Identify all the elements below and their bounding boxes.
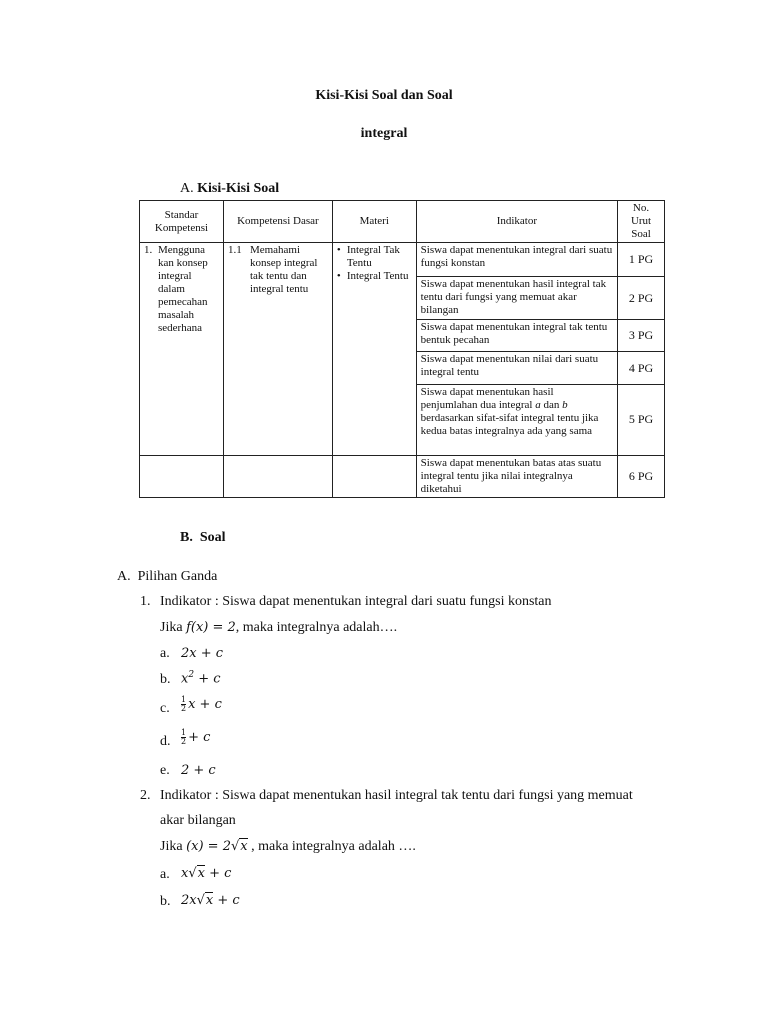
kd-number: 1.1 [227,244,242,257]
cell-kompetensi-dasar [223,243,332,456]
q1-d-fraction [181,729,186,746]
q2-indikator-line2: akar bilangan [160,813,236,828]
section-a-heading [180,181,279,197]
q2-a-tail: + c [204,866,232,881]
indikator-cell: Siswa dapat menentukan hasil integral tak tentu dari fungsi yang memuat akar bilangan [416,277,617,320]
header-standar-kompetensi: Standar Kompetensi [140,201,224,243]
q2-option-b-letter: b. [160,894,171,909]
pg-label: Pilihan Ganda [137,569,218,584]
table-row [140,455,665,497]
no-urut-cell: 6 PG [618,455,665,497]
materi-item: Integral Tentu [346,270,409,283]
cell-empty [332,455,416,497]
q1-indikator: Indikator : Siswa dapat menentukan integral dari suatu fungsi konstan [160,594,552,609]
q1-d-den: 2 [181,737,187,746]
indikator-dan: dan [543,398,560,411]
q2-stem-radicand: x [240,839,248,854]
no-urut-cell: 4 PG [618,352,665,384]
variable-b: b [562,398,568,411]
q1-option-a-letter: a. [160,646,170,661]
indikator-cell: Siswa dapat menentukan integral dari suatu fungsi konstan [416,243,617,277]
header-kompetensi-dasar: Kompetensi Dasar [223,201,332,243]
q1-d-num: 1 [181,728,187,737]
section-a-letter: A. [180,181,194,196]
q1-c-fraction [181,696,186,713]
section-b-letter: B. [180,530,193,545]
pg-letter: A. [117,569,131,584]
q1-c-den: 2 [181,704,187,713]
header-materi: Materi [332,201,416,243]
variable-a: a [535,398,541,411]
q2-number: 2. [140,788,151,803]
q1-c-num: 1 [181,695,187,704]
indikator-cell: Siswa dapat menentukan nilai dari suatu integral tentu [416,352,617,384]
q2-stem-math-pre: (x) = 2√ [186,839,240,854]
q1-option-e-letter: e. [160,763,170,778]
q2-b-pre: 2x√ [181,893,205,908]
cell-materi [332,243,416,456]
cell-empty [223,455,332,497]
q1-option-e: 2 + c [181,763,216,778]
q2-a-radicand: x [197,866,205,881]
document-title: Kisi-Kisi Soal dan Soal [315,88,453,103]
kisi-kisi-table [139,200,665,498]
q1-option-b [181,670,221,686]
q1-b-base: x [181,671,189,687]
q1-option-a: 2x + c [181,646,224,661]
q1-option-d [181,729,210,746]
no-urut-cell: 1 PG [618,243,665,277]
q2-a-pre: x√ [181,866,197,881]
cell-empty [140,455,224,497]
q1-stem-math: f(x) = 2 [186,620,236,635]
materi-item: Integral Tak Tentu [346,244,400,270]
q2-stem-post: , maka integralnya adalah …. [251,839,416,854]
q2-b-radicand: x [205,893,214,908]
q2-b-tail: + c [213,893,240,908]
no-urut-cell: 2 PG [618,277,665,320]
header-no-urut-soal: No. Urut Soal [618,201,665,243]
bullet-icon: • [336,244,341,257]
section-a-label: Kisi-Kisi Soal [197,181,280,196]
q1-c-tail: x + c [188,697,222,712]
q1-stem-pre: Jika [160,620,183,635]
pilihan-ganda-heading [117,569,217,585]
indikator-text: berdasarkan sifat-sifat integral tentu jika kedua batas integralnya ada yang sama [420,411,599,437]
section-b-label: Soal [199,530,226,545]
q1-b-tail: + c [194,671,221,687]
kd-text: Memahami konsep integral tak tentu dan integral tentu [249,244,318,296]
q1-d-tail: + c [188,730,211,745]
indikator-cell [416,384,617,455]
indikator-cell: Siswa dapat menentukan integral tak tentu bentuk pecahan [416,320,617,352]
q1-number: 1. [140,594,151,609]
q1-option-b-letter: b. [160,672,171,687]
indikator-text: Siswa dapat menentukan hasil penjumlahan dua integral [420,385,554,411]
q1-option-d-letter: d. [160,734,171,749]
q2-option-b [181,893,240,908]
q1-stem [160,620,397,636]
indikator-cell: Siswa dapat menentukan batas atas suatu integral tentu jika nilai integralnya diketahui [416,455,617,497]
no-urut-cell: 5 PG [618,384,665,455]
no-urut-cell: 3 PG [618,320,665,352]
cell-standar-kompetensi [140,243,224,456]
q2-stem-pre: Jika [160,839,183,854]
table-header-row [140,201,665,243]
q2-stem-math [186,838,248,854]
sk-text: Mengguna kan konsep integral dalam pemecahan masalah sederhana [158,244,208,335]
section-b-heading [180,530,226,546]
q1-b-exp: 2 [188,670,195,680]
table-row [140,243,665,277]
sk-number: 1. [144,244,153,257]
q2-option-a [181,866,231,881]
q1-option-c-letter: c. [160,701,170,716]
q1-stem-post: , maka integralnya adalah…. [235,620,398,635]
q2-stem [160,839,416,855]
q2-option-a-letter: a. [160,867,170,882]
document-subtitle: integral [360,126,408,141]
q2-indikator-line1: Indikator : Siswa dapat menentukan hasil integral tak tentu dari fungsi yang memuat [160,788,633,803]
header-indikator: Indikator [416,201,617,243]
bullet-icon: • [336,270,341,283]
q1-option-c [181,696,222,713]
